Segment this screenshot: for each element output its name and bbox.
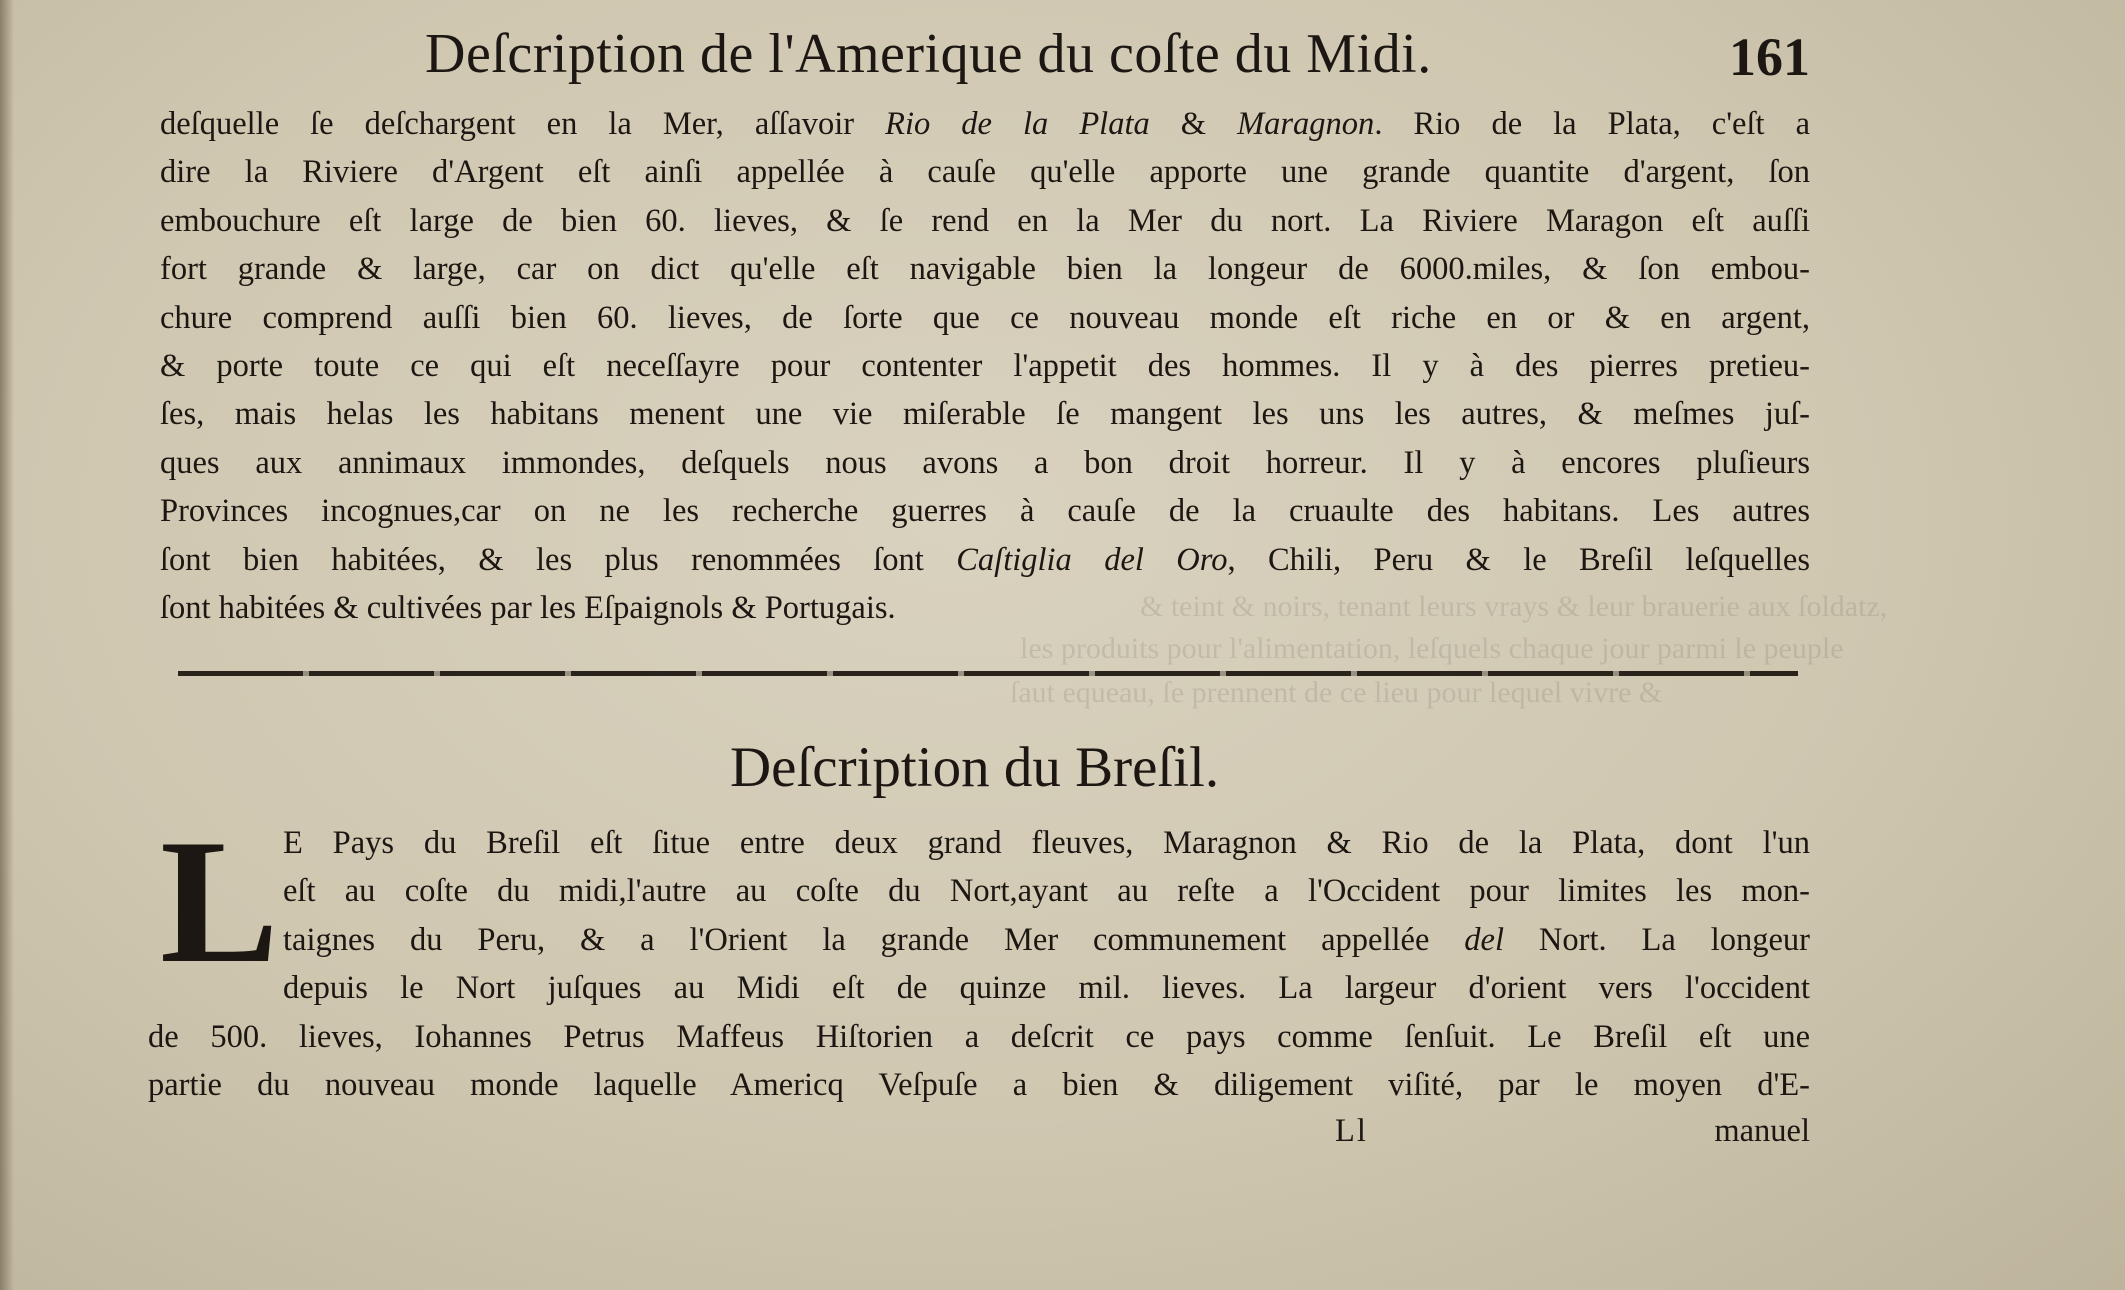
text-line: dire la Riviere d'Argent eſt ainſi appellée à cauſe qu'elle apporte une grande quantite d'argent, ſon [160, 154, 1810, 191]
signature-mark: Ll [1335, 1113, 1368, 1149]
text-run: . Rio de la Plata, c'eſt a [1374, 106, 1811, 142]
paragraph-america-south [160, 100, 1810, 632]
text-run: , Chili, Peru & le Breſil leſquelles [1227, 541, 1810, 578]
page-footer [160, 1113, 1810, 1165]
text-line: embouchure eſt large de bien 60. lieves, & ſe rend en la Mer du nort. La Riviere Maragon eſt auſſi [160, 202, 1810, 239]
castiglia-del-oro-italic: Caſtiglia del Oro [956, 541, 1228, 578]
text-line: Provinces incognues,car on ne les recherche guerres à cauſe de la cruaulte des habitans. Les autres [160, 493, 1810, 530]
text-line: & porte toute ce qui eſt neceſſayre pour contenter l'appetit des hommes. Il y à des pierres pretieu- [160, 347, 1810, 384]
page-number: 161 [1729, 27, 1810, 87]
text-run: ſont bien habitées, & les plus renommées ſont [160, 541, 957, 578]
text-line: eſt au coſte du midi,l'autre au coſte du Nort,ayant au reſte a l'Occident pour limites les mon- [283, 873, 1810, 910]
text-run: Nort. La longeur [1504, 921, 1810, 958]
paragraph-bresil-indented [283, 819, 1810, 1013]
show-through-text-1: & teint & noirs, tenant leurs vrays & leur brauerie aux ſoldatz, [1140, 590, 1888, 623]
section-divider-rule [178, 671, 1798, 676]
text-run: deſquelle ſe deſchargent en la Mer, aſſavoir [160, 106, 886, 142]
text-line [283, 916, 1810, 964]
text-line: partie du nouveau monde laquelle Americq Veſpuſe a bien & diligement viſité, par le moyen d'E- [148, 1067, 1810, 1104]
text-line: fort grande & large, car on dict qu'elle eſt navigable bien la longeur de 6000.miles, & ſon embou- [160, 251, 1810, 288]
show-through-text-2: les produits pour l'alimentation, leſquels chaque jour parmi le peuple [1020, 632, 1844, 665]
maragnon-italic: Maragnon [1237, 106, 1375, 142]
text-run: & [1149, 106, 1238, 142]
paragraph-bresil-full [148, 1013, 1810, 1110]
text-line: ques aux annimaux immondes, deſquels nous avons a bon droit horreur. Il y à encores pluſieurs [160, 444, 1810, 481]
text-line [160, 536, 1810, 584]
del-italic: del [1464, 921, 1504, 958]
drop-cap-initial: L [160, 802, 279, 1000]
text-line: ſont habitées & cultivées par les Eſpaignols & Portugais. [160, 589, 896, 626]
text-line: depuis le Nort juſques au Midi eſt de quinze mil. lieves. La largeur d'orient vers l'occident [283, 970, 1810, 1007]
rio-de-la-plata-italic: Rio de la Plata [885, 106, 1150, 142]
text-line [160, 100, 1810, 148]
page-header [160, 22, 1810, 92]
text-line: ſes, mais helas les habitans menent une vie miſerable ſe mangent les uns les autres, & meſmes juſ- [160, 396, 1810, 433]
text-line: de 500. lieves, Iohannes Petrus Maffeus Hiſtorien a deſcrit ce pays comme ſenſuit. Le Breſil eſt une [148, 1019, 1810, 1055]
text-line: E Pays du Breſil eſt ſitue entre deux grand fleuves, Maragnon & Rio de la Plata, dont l'un [283, 825, 1810, 861]
running-title: Deſcription de l'Amerique du coſte du Midi. [425, 23, 1432, 85]
catchword: manuel [1714, 1113, 1810, 1149]
text-line: chure comprend auſſi bien 60. lieves, de ſorte que ce nouveau monde eſt riche en or & en argent, [160, 299, 1810, 336]
section-heading: Deſcription du Breſil. [730, 736, 1220, 799]
text-run: taignes du Peru, & a l'Orient la grande Mer communement appellée [283, 921, 1465, 958]
show-through-text-3: ſaut equeau, ſe prennent de ce lieu pour lequel vivre & [1010, 676, 1663, 709]
